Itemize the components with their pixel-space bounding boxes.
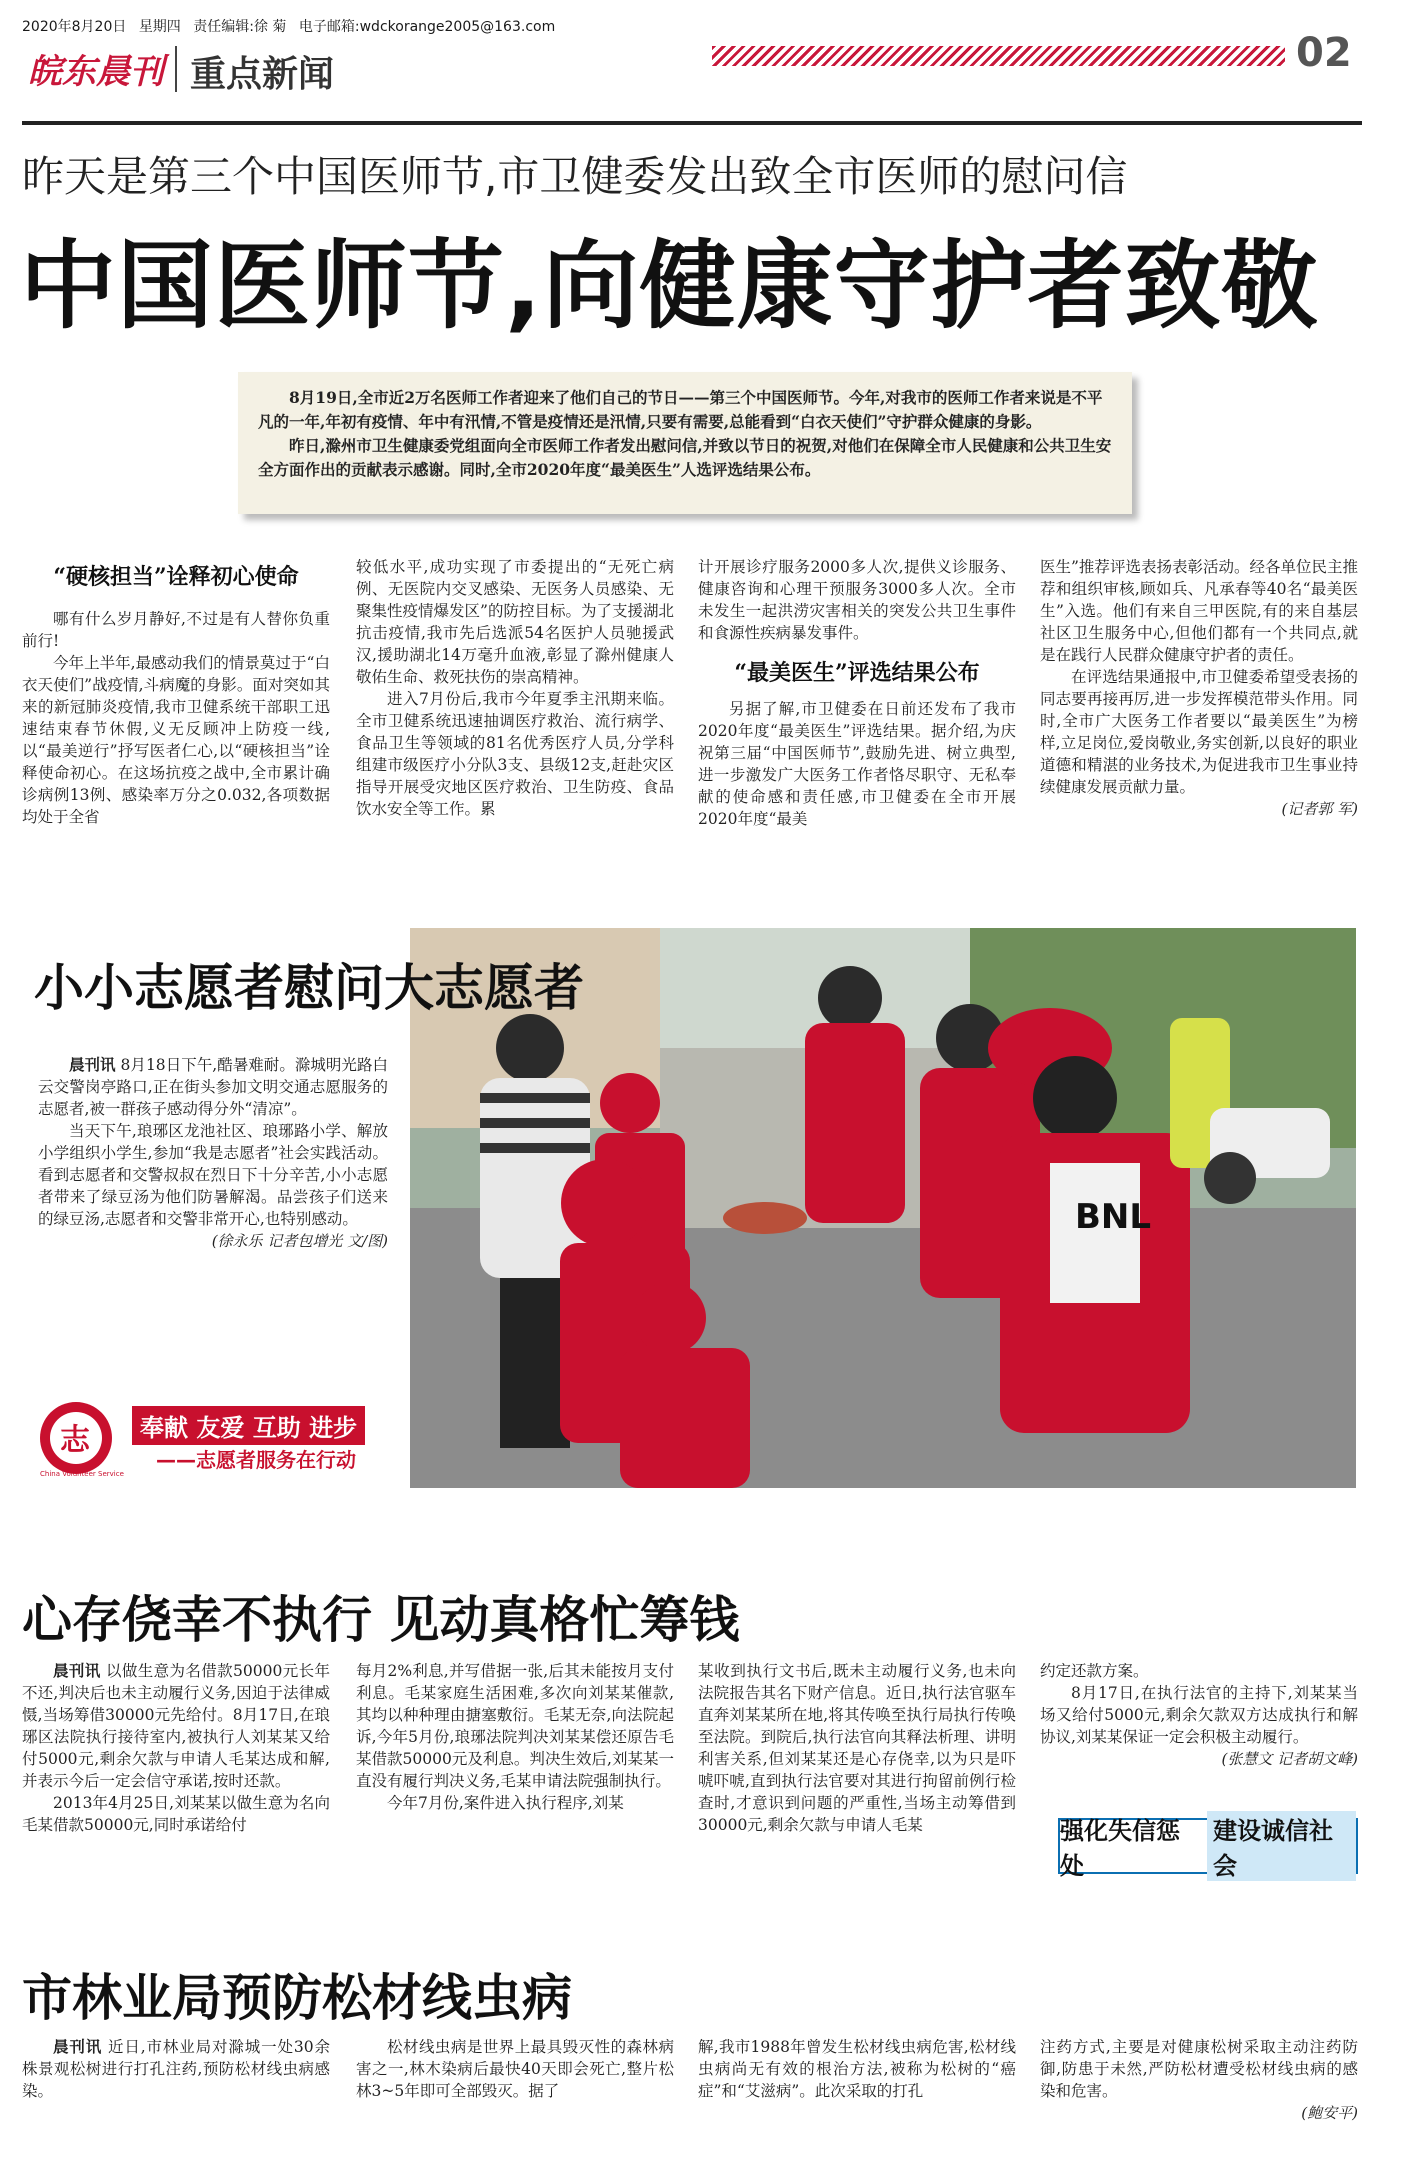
page-number: 02 — [1296, 30, 1352, 76]
story1-paragraph: 计开展诊疗服务2000多人次,提供义诊服务、健康咨询和心理干预服务3000多人次。全市未发生一起洪涝灾害相关的突发公共卫生事件和食源性疾病暴发事件。 — [698, 558, 1016, 642]
story4-paragraph: 注药方式,主要是对健康松树采取主动注药防御,防患于未然,严防松材遭受松材线虫病的感染和危害。 — [1040, 2038, 1358, 2100]
slogan-right: 建设诚信社会 — [1207, 1811, 1356, 1881]
story1-lead-box — [238, 372, 1132, 514]
story1-subhead-2: “最美医生”评选结果公布 — [734, 660, 980, 686]
credit-slogan-banner — [1058, 1817, 1358, 1880]
story1-headline: 中国医师节,向健康守护者致敬 — [20, 230, 1319, 342]
story4-column-3 — [698, 2036, 1016, 2102]
story1-paragraph: 医生”推荐评选表扬表彰活动。经各单位民主推荐和组织审核,顾如兵、凡承春等40名“最美医生”入选。他们有来自三甲医院,有的来自基层社区卫生服务中心,但他们都有一个共同点,就是在践行人民群众健康守护者的责任。 — [1040, 558, 1358, 664]
story4-dateline: 晨刊讯 — [53, 2037, 103, 2056]
story3-paragraph: 约定还款方案。 — [1040, 1662, 1149, 1680]
story2-byline: (徐永乐 记者包增光 文/图) — [211, 1232, 388, 1250]
story1-column-2 — [356, 556, 674, 820]
story1-subhead-1: “硬核担当”诠释初心使命 — [53, 564, 299, 590]
story1-kicker: 昨天是第三个中国医师节,市卫健委发出致全市医师的慰问信 — [22, 152, 1128, 201]
story1-paragraph: 在评选结果通报中,市卫健委希望受表扬的同志要再接再厉,进一步发挥模范带头作用。同时,全市广大医务工作者要以“最美医生”为榜样,立足岗位,爱岗敬业,务实创新,以良好的职业道德和精湛的业务技术,为促进我市卫生事业持续健康发展贡献力量。 — [1040, 668, 1358, 796]
story1-paragraph: 哪有什么岁月静好,不过是有人替你负重前行! — [22, 610, 330, 650]
story1-paragraph: 较低水平,成功实现了市委提出的“无死亡病例、无医院内交叉感染、无医务人员感染、无聚集性疫情爆发区”的防控目标。为了支援湖北抗击疫情,我市先后选派54名医护人员驰援武汉,援助湖北14万毫升血液,彰显了滁州健康人敬佑生命、救死扶伤的崇高精神。 — [356, 558, 674, 686]
newspaper-brand: 皖东晨刊 — [28, 52, 164, 92]
issue-date: 2020年8月20日 — [22, 19, 127, 35]
section-title: 重点新闻 — [190, 54, 335, 95]
issue-weekday: 星期四 — [138, 19, 181, 35]
slogan-left: 强化失信惩处 — [1060, 1817, 1180, 1880]
editor-credit: 责任编辑:徐 菊 — [193, 19, 287, 35]
story2-paragraph — [38, 1054, 388, 1120]
shirt-text: BNL — [1075, 1197, 1152, 1237]
volunteer-badge-motto: 奉献 友爱 互助 进步 — [132, 1406, 365, 1445]
volunteer-badge-tagline: ——志愿者服务在行动 — [156, 1448, 356, 1472]
story1-paragraph: 另据了解,市卫健委在日前还发布了我市2020年度“最美医生”评选结果。据介绍,为庆祝第三届“中国医师节”,鼓励先进、树立典型,进一步激发广大医务工作者恪尽职守、无私奉献的使命感和责任感,市卫健委在全市开展2020年度“最美 — [698, 700, 1016, 828]
editor-email: 电子邮箱:wdckorange2005@163.com — [298, 19, 556, 35]
story1-column-3 — [698, 556, 1016, 830]
story1-byline: (记者郭 军) — [1281, 800, 1358, 818]
story4-column-2 — [356, 2036, 674, 2102]
story4-column-1 — [22, 2036, 330, 2102]
story3-paragraph: 某收到执行文书后,既未主动履行义务,也未向法院报告其名下财产信息。近日,执行法官驱车直奔刘某某所在地,将其传唤至执行局执行传唤至法院。到院后,执行法官向其释法析理、讲明利害关系,但刘某某还是心存侥幸,以为只是吓唬吓唬,直到执行法官要对其进行拘留前例行检查时,才意识到问题的严重性,当场主动筹借到30000元,剩余欠款与申请人毛某 — [698, 1662, 1016, 1834]
story3-paragraph: 8月17日,在执行法官的主持下,刘某某当场又给付5000元,剩余欠款双方达成执行和解协议,刘某某保证一定会积极主动履行。 — [1040, 1684, 1358, 1746]
story2-paragraph: 当天下午,琅琊区龙池社区、琅琊路小学、解放小学组织小学生,参加“我是志愿者”社会实践活动。看到志愿者和交警叔叔在烈日下十分辛苦,小小志愿者带来了绿豆汤为他们防暑解渴。品尝孩子们送来的绿豆汤,志愿者和交警非常开心,也特别感动。 — [38, 1122, 388, 1228]
header-divider — [175, 46, 177, 92]
story2-headline: 小小志愿者慰问大志愿者 — [34, 959, 584, 1017]
story3-column-2 — [356, 1660, 674, 1814]
story3-column-4 — [1040, 1660, 1358, 1770]
story4-paragraph: 松材线虫病是世界上最具毁灭性的森林病害之一,林木染病后最快40天即会死亡,整片松林3~5年即可全部毁灭。据了 — [356, 2038, 674, 2100]
story1-paragraph: 今年上半年,最感动我们的情景莫过于“白衣天使们”战疫情,斗病魔的身影。面对突如其来的新冠肺炎疫情,我市卫健系统干部职工迅速结束春节休假,义无反顾冲上防疫一线,以“最美逆行”抒写医者仁心,以“硬核担当”诠释使命初心。在这场抗疫之战中,全市累计确诊病例13例、感染率万分之0.032,各项数据均处于全省 — [22, 654, 330, 826]
story2-dateline: 晨刊讯 — [69, 1055, 116, 1074]
story3-headline: 心存侥幸不执行 见动真格忙筹钱 — [22, 1591, 740, 1649]
story1-lead-para: 昨日,滁州市卫生健康委党组面向全市医师工作者发出慰问信,并致以节日的祝贺,对他们在保障全市人民健康和公共卫生安全方面作出的贡献表示感谢。同时,全市2020年度“最美医生”人选评选结果公布。 — [258, 436, 1112, 479]
story4-paragraph-text: 近日,市林业局对滁城一处30余株景观松树进行打孔注药,预防松材线虫病感染。 — [22, 2038, 330, 2100]
story3-paragraph: 今年7月份,案件进入执行程序,刘某 — [387, 1794, 624, 1812]
header-rule — [22, 121, 1362, 125]
story3-paragraph: 每月2%利息,并写借据一张,后其未能按月支付利息。毛某家庭生活困难,多次向刘某某催款,其均以种种理由搪塞敷衍。毛某无奈,向法院起诉,今年5月份,琅琊法院判决刘某某偿还原告毛某借款50000元及利息。判决生效后,刘某某一直没有履行判决义务,毛某申请法院强制执行。 — [356, 1662, 674, 1790]
story4-paragraph — [22, 2036, 330, 2102]
header-hatch-decoration — [712, 46, 1285, 66]
story4-headline: 市林业局预防松材线虫病 — [22, 1969, 572, 2027]
story2-paragraph-text: 8月18日下午,酷暑难耐。滁城明光路白云交警岗亭路口,正在街头参加文明交通志愿服务的志愿者,被一群孩子感动得分外“清凉”。 — [38, 1056, 388, 1118]
story3-byline: (张慧文 记者胡文峰) — [1221, 1750, 1358, 1768]
volunteer-emblem-text: 志 — [60, 1423, 90, 1458]
story3-paragraph-text: 以做生意为名借款50000元长年不还,判决后也未主动履行义务,因迫于法律威慑,当场筹借30000元先给付。8月17日,在琅琊区法院执行接待室内,被执行人刘某某又给付5000元,剩余欠款与申请人毛某达成和解,并表示今后一定会信守承诺,按时还款。 — [22, 1662, 330, 1790]
story4-column-4 — [1040, 2036, 1358, 2124]
story1-paragraph: 进入7月份后,我市今年夏季主汛期来临。全市卫健系统迅速抽调医疗救治、流行病学、食品卫生等领域的81名优秀医疗人员,分学科组建市级医疗小分队3支、县级12支,赶赴灾区指导开展受灾地区医疗救治、卫生防疫、食品饮水安全等工作。累 — [356, 690, 674, 818]
volunteer-emblem-caption: China Volunteer Service — [40, 1470, 124, 1478]
story3-column-1 — [22, 1660, 330, 1836]
story1-lead-para: 8月19日,全市近2万名医师工作者迎来了他们自己的节日——第三个中国医师节。今年,对我市的医师工作者来说是不平凡的一年,年初有疫情、年中有汛情,不管是疫情还是汛情,只要有需要,总能看到“白衣天使们”守护群众健康的身影。 — [258, 388, 1103, 431]
story3-column-3 — [698, 1660, 1016, 1836]
story4-paragraph: 解,我市1988年曾发生松材线虫病危害,松材线虫病尚无有效的根治方法,被称为松树的“癌症”和“艾滋病”。此次采取的打孔 — [698, 2038, 1016, 2100]
story3-paragraph — [22, 1660, 330, 1792]
story3-paragraph: 2013年4月25日,刘某某以做生意为名向毛某借款50000元,同时承诺给付 — [22, 1794, 330, 1834]
story2-body — [38, 1054, 388, 1252]
page-meta-bar — [22, 16, 1362, 38]
story1-column-1 — [22, 566, 330, 828]
story1-column-4 — [1040, 556, 1358, 820]
story4-byline: (鲍安平) — [1301, 2104, 1358, 2122]
story3-dateline: 晨刊讯 — [53, 1661, 101, 1680]
volunteer-service-badge — [36, 1398, 376, 1478]
